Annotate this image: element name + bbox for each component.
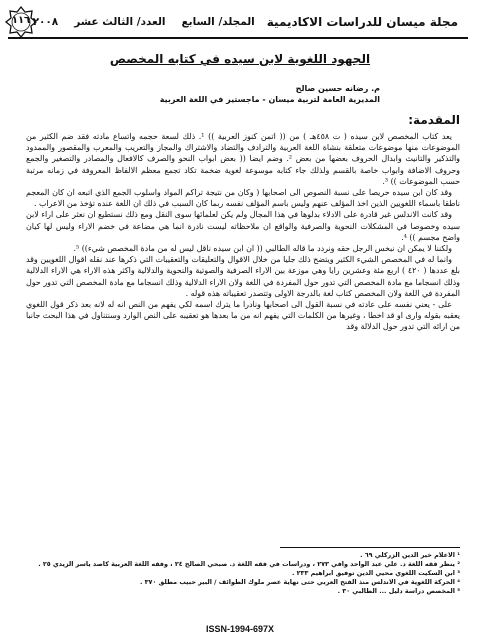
body-paragraph: وانما له في المخصص الشيء الكثير ويتضح ذلك جليا من خلال الاقوال والتعليقات والتعقيبات التي ذكرها عند نقله اقوال اللغويين وقد بلغ عددها ( ٤٢٠ ) اربع مئة وعشرين رايا وهي موزعة بين الاراء الصرفية والصوتية والنحوية والدلالية واكثر هذه الاراء هي الاراء الدلالية وذلك انسجاما مع مادة المخصص التي تدور حول المفردة في اللغة ولان الاراء الدلالية وذلك انسجاما مع مادة المخصص التي تدور حول المفردة في اللغة ولان المخصص كتاب لغة بالدرجة الاولى وتتصدر تعقيباته هذه قوله . xyxy=(26,255,460,298)
body-paragraph: وقد كانت الاندلس غير قادرة على الادلاء بدلوها في هذا المجال ولم يكن لعلمائها سوى النقل ومع ذلك نستطيع ان نعثر على اراء لابن سيده وخصوصا في المشكلات النحوية والصرفية والواقع ان ملاحظاته ليست نادرة انما هي مضاعة في خضم الاراء وليس لها كيان واضح مجسم )) ⁴. xyxy=(26,210,460,242)
footnote: ⁴ الحركة اللغوية في الاندلس منذ الفتح العربي حتى نهاية عصر ملوك الطوائف / البير حبيب مطلق ٣٧٠ . xyxy=(140,578,460,586)
article-title: الجهود اللغوية لابن سيده في كتابه المخصص xyxy=(109,52,371,66)
author-affiliation: المديرية العامة لتربية ميسان - ماجستير في اللغة العربية xyxy=(159,95,380,104)
footnotes xyxy=(30,551,460,596)
section-heading: المقدمة: xyxy=(408,113,460,127)
body-paragraph: وقد كان ابن سيده حريصا على نسبة النصوص الى اصحابها ( وكان من نتيجة تراكم المواد واسلوب الجمع الذي اتبعه ان كان المعجم ناطقا باسماء اللغويين الذين اخذ المؤلف عنهم وليس باسم المؤلف نفسه ربما كان السبب في ذلك ان اللغة عنده تؤخذ من الاعراب . xyxy=(26,188,460,209)
year-label: ٢٠٠٨ xyxy=(32,16,59,28)
footnote: ² ينظر فقه اللغة د. علي عبد الواحد وافي ٢٧٣ ، ودراسات في فقه اللغة د. صبحي الصالح ٢٤ ، وفقه اللغة العربية كاصد ياسر الزيدي ٢٥ . xyxy=(38,560,460,568)
article-body xyxy=(26,131,460,333)
journal-title: مجلة ميسان للدراسات الاكاديمية xyxy=(266,15,458,29)
footnote-rule xyxy=(280,547,460,548)
body-paragraph: يعد كتاب المخصص لابن سيده ( ت ٤٥٨هـ ) من (( اتمن كنوز العربية )) ¹. ذلك لسعة حجمه واتساع مادته فقد ضم الكثير من الموضوعات منها موضوعات متعلقة بنشاة اللغة العربية والترادف والتضاد والاشتراك والمجاز والتعريب والمعرب والمقصور والممدود والتذكير والتانيث وابدال الحروف بعضها من بعض ². وضم ايضا (( بعض ابواب النحو والصرف كالافعال والمصادر والتصغير والجمع وحروف الاضافة وابواب خاصة بالقسم ولذلك جاء كتابه موسوعة لغوية ضخمة تكاد تجمع معظم الالفاظ المعروفة في زمانه مرتبة حسب الموضوعات )) ³. xyxy=(26,132,460,186)
footnote: ⁵ المخصص دراسة دليل ... الطالبي ٣٠ . xyxy=(337,587,460,595)
body-paragraph: على - يعني نفسه على عادته في نسبة القول الى اصحابها ونادرا ما يترك اسمه لكي يفهم من النص انه له لانه بعد ذكر قول اللغوي يعقبه بقوله وارى او قد اخطا ، وغيرها من الكلمات التي يفهم انه من ما بعدها هو تعقيبه على النص الوارد وسنتناول في هذا البحث جانبا من ارائه التي تدور حول الدلالة وقد xyxy=(26,300,460,332)
header-rule xyxy=(8,37,468,39)
page-number: ١١٦ xyxy=(11,15,31,26)
author-name: م. رضانه حسين صالح xyxy=(295,84,380,93)
volume-label: المجلد/ السابع xyxy=(181,16,255,28)
body-paragraph: ولكننا لا يمكن ان نبخس الرجل حقه ونردد ما قاله الطالبي (( ان ابن سيده ناقل ليس له من مادة المخصص شيء)) ⁵. xyxy=(73,244,452,254)
journal-header xyxy=(32,10,458,34)
issue-label: العدد/ الثالث عشر xyxy=(74,16,166,28)
footnote: ³ ابن السكيت اللغوي محيي الدين توفيق ابراهيم ٢٣٣ . xyxy=(291,569,460,577)
issn-number: ISSN-1994-697X xyxy=(205,624,275,634)
footnote: ¹ الاعلام خير الدين الزركلي ٦٩ . xyxy=(360,551,460,559)
